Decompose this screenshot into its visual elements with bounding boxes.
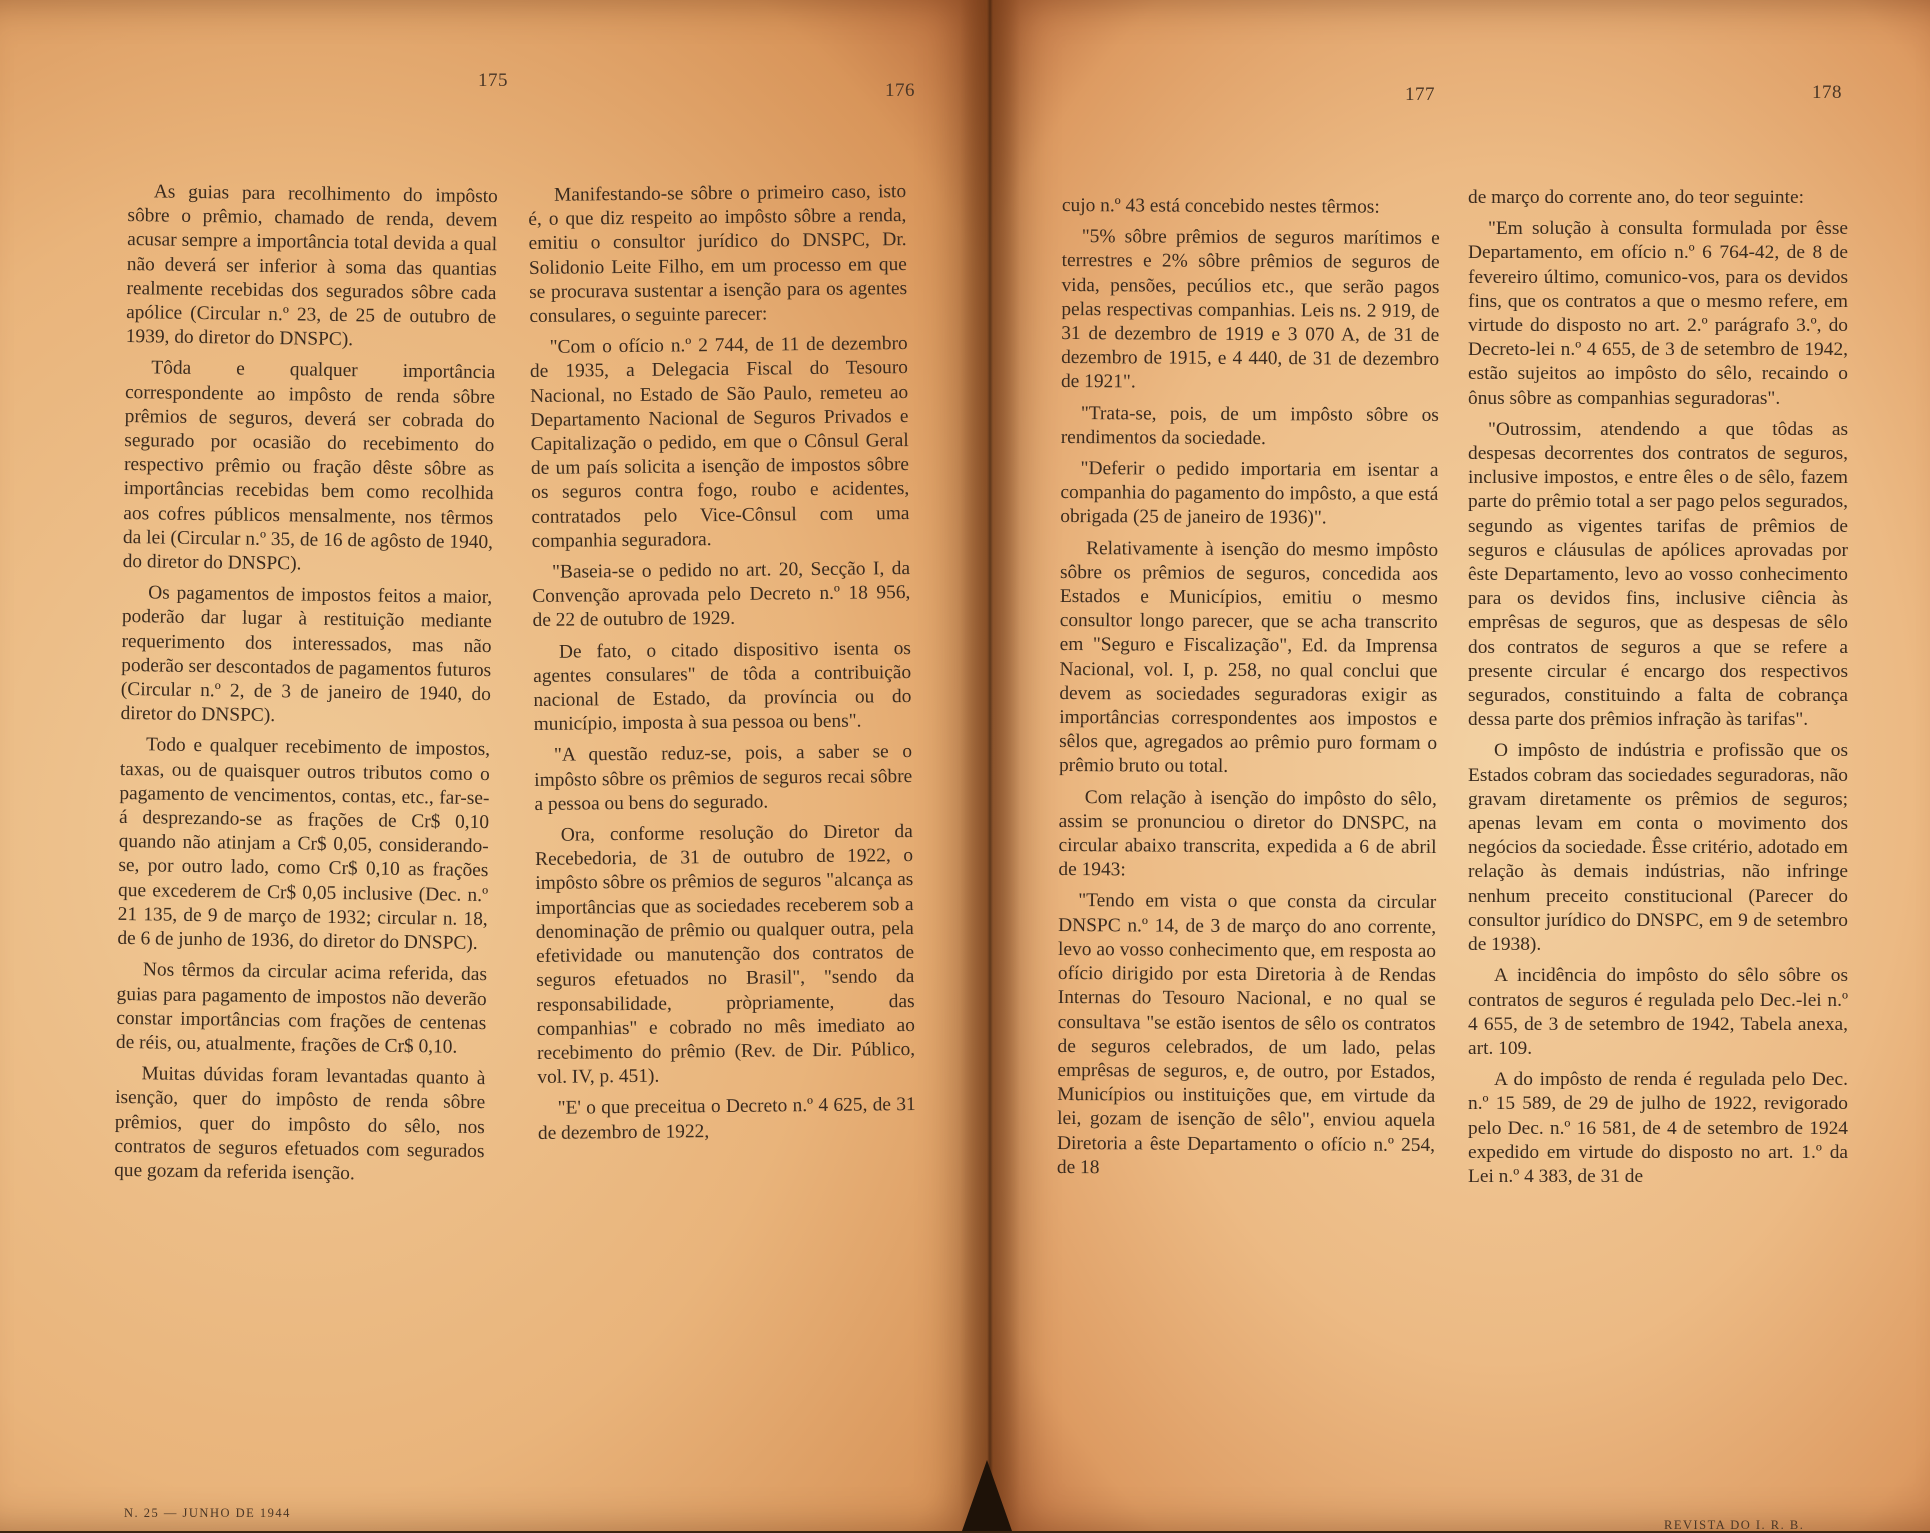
paragraph: O impôsto de indústria e profissão que os Estados cobram das sociedades seguradoras, não gravam diretamente os prêmios de seguros; apenas levam em conta o movimento dos negócios da sociedade. Êsse critério, adotado em relação às demais indústrias, não infringe nenhum preceito constitucional (Parecer do consultor jurídico do DNSPC, em 9 de setembro de 1938).	[1468, 740, 1848, 956]
page-number-176: 176	[885, 80, 915, 101]
paragraph: de março do corrente ano, do teor seguinte:	[1468, 187, 1804, 208]
paragraph: "Com o ofício n.º 2 744, de 11 de dezembro de 1935, a Delegacia Fiscal do Tesouro Nacional, no Estado de São Paulo, remeteu ao Departamento Nacional de Seguros Privados e Capitalização o pedido, em que o Cônsul Geral de um país solicita a isenção de impostos sôbre os seguros contra fogo, roubo e acidentes, contratados pelo Vice-Cônsul com uma companhia seguradora.	[529, 333, 910, 552]
page-number-177: 177	[1405, 84, 1435, 105]
paragraph: Os pagamentos de impostos feitos a maior, poderão dar lugar à restituição mediante requerimento dos interessados, mas não poderão ser descontados de pagamentos futuros (Circular n.º 2, de 3 de janeiro de 1940, do diretor do DNSPC).	[120, 582, 493, 727]
paragraph: A incidência do impôsto do sêlo sôbre os contratos de seguros é regulada pelo Dec.-lei n.º 4 655, de 3 de setembro de 1942, Tabela anexa, art. 109.	[1468, 965, 1848, 1059]
paragraph: Tôda e qualquer importância correspondente ao impôsto de renda sôbre prêmios de seguros, deverá ser cobrada do segurado por ocasião do recebimento do respectivo prêmio ou fração dêste sôbre as importâncias recebidas bem como recolhida aos cofres públicos mensalmente, nos têrmos da lei (Circular n.º 35, de 16 de agôsto de 1940, do diretor do DNSPC).	[122, 357, 496, 575]
paragraph: "E' o que preceitua o Decreto n.º 4 625, de 31 de dezembro de 1922,	[537, 1094, 916, 1144]
paragraph: Nos têrmos da circular acima referida, das guias para pagamento de impostos não deverão constar importâncias com frações de centenas de réis, ou, atualmente, frações de Cr$ 0,10.	[115, 959, 488, 1058]
text-column-176	[528, 180, 916, 1153]
paragraph: "Baseia-se o pedido no art. 20, Secção I, da Convenção aprovada pelo Decreto n.º 18 956, de 22 de outubro de 1929.	[532, 558, 911, 632]
paragraph: "Deferir o pedido importaria em isentar a companhia do pagamento do impôsto, a que está obrigada (25 de janeiro de 1936)".	[1060, 458, 1439, 529]
paragraph: "Em solução à consulta formulada por êsse Departamento, em ofício n.º 6 764-42, de 8 de fevereiro último, comunico-vos, para os devidos fins, que os contratos a que o mesmo refere, em virtude do disposto no art. 2.º parágrafo 3.º, do Decreto-lei n.º 4 655, de 3 de setembro de 1942, estão sujeitos ao impôsto do sêlo, recaindo o ônus sôbre as companhias seguradoras".	[1468, 218, 1848, 409]
paragraph: Ora, conforme resolução do Diretor da Recebedoria, de 31 de outubro de 1922, o impôsto sôbre os prêmios de seguros "alcança as importâncias que as sociedades receberem sob a denominação de prêmio ou qualquer outra, pela efetividade ou manutenção dos contratos de seguros efetuados no Brasil", "sendo da responsabilidade, pròpriamente, das companhias" e cobrado no mês imediato ao recebimento do prêmio (Rev. de Dir. Público, vol. IV, p. 451).	[534, 821, 916, 1089]
paragraph: As guias para recolhimento do impôsto sôbre o prêmio, chamado de renda, devem acusar sempre a importância total devida a qual não deverá ser inferior à soma das quantias realmente recebidas dos segurados sôbre cada apólice (Circular n.º 23, de 25 de outubro de 1939, do diretor do DNSPC).	[125, 181, 498, 351]
footer-journal: REVISTA DO I. R. B.	[1664, 1518, 1805, 1532]
paragraph: cujo n.º 43 está concebido nestes têrmos:	[1061, 194, 1380, 218]
paragraph: Com relação à isenção do impôsto do sêlo, assim se pronunciou o diretor do DNSPC, na circular abaixo transcrita, expedida a 6 de abril de 1943:	[1058, 786, 1437, 881]
book-gutter	[960, 0, 1020, 1531]
footer-issue: N. 25 — JUNHO DE 1944	[124, 1506, 291, 1520]
page-number-178: 178	[1812, 82, 1842, 103]
paragraph: Muitas dúvidas foram levantadas quanto à isenção, quer do impôsto de renda sôbre prêmios, quer do impôsto do sêlo, nos contratos de seguros efetuados com segurados que gozam da referida isenção.	[114, 1063, 486, 1185]
paragraph: "Trata-se, pois, de um impôsto sôbre os rendimentos da sociedade.	[1060, 402, 1439, 449]
paragraph: A do impôsto de renda é regulada pelo Dec. n.º 15 589, de 29 de julho de 1922, revigorado pelo Dec. n.º 16 581, de 4 de setembro de 1924 expedido em virtude do disposto no art. 1.º da Lei n.º 4 383, de 31 de	[1468, 1069, 1848, 1187]
text-column-177	[1057, 194, 1440, 1189]
paragraph: "5% sôbre prêmios de seguros marítimos e terrestres e 2% sôbre prêmios de seguros de vida, pensões, pecúlios etc., que serão pagos pelas respectivas companhias. Leis ns. 2 919, de 31 de dezembro de 1919 e 3 070 A, de 31 de dezembro de 1915, e 4 440, de 31 de dezembro de 1921".	[1060, 226, 1440, 393]
paragraph: "A questão reduz-se, pois, a saber se o impôsto sôbre os prêmios de seguros recai sôbre a pessoa ou bens do segurado.	[534, 741, 913, 815]
paragraph: "Tendo em vista o que consta da circular DNSPC n.º 14, de 3 de março do ano corrente, levo ao vosso conhecimento que, em resposta ao ofício dirigido por esta Diretoria à de Rendas Internas do Tesouro Nacional, e no qual se consultava "se estão isentos de sêlo os contratos de seguros celebrados, de um lado, pelas emprêsas de seguros, e, de outro, por Estados, Municípios ou instituições que, em virtude da lei, gozam de isenção de sêlo", enviou aquela Diretoria a êste Departamento o ofício n.º 254, de 18	[1056, 890, 1437, 1178]
text-column-175	[114, 180, 498, 1195]
paragraph: Manifestando-se sôbre o primeiro caso, isto é, o que diz respeito ao impôsto sôbre a renda, emitiu o consultor jurídico do DNSPC, Dr. Solidonio Leite Filho, em um processo em que se procurava sustentar a isenção para os agentes consulares, o seguinte parecer:	[528, 181, 908, 328]
paragraph: De fato, o citado dispositivo isenta os agentes consulares" de tôda a contribuição nacional de Estado, da província ou do município, imposta à sua pessoa ou bens".	[533, 637, 912, 736]
paragraph: Todo e qualquer recebimento de impostos, taxas, ou de quaisquer outros tributos como o pagamento de vencimentos, contas, etc., far-se-á desprezando-se as frações de Cr$ 0,10 quando não atinjam a Cr$ 0,05, considerando-se, por outro lado, como Cr$ 0,10 as frações que excederem de Cr$ 0,05 inclusive (Dec. n.º 21 135, de 9 de março de 1932; circular n. 18, de 6 de junho de 1936, do diretor do DNSPC).	[117, 734, 491, 955]
paragraph: Relativamente à isenção do mesmo impôsto sôbre os prêmios de seguros, concedida aos Estados e Municípios, emitiu o mesmo consultor longo parecer, que se acha transcrito em "Seguro e Fiscalização", Ed. da Imprensa Nacional, vol. I, p. 258, no qual conclui que devem as sociedades seguradoras exigir as importâncias correspondentes aos impostos e sêlos que, agregados ao prêmio puro formam o prêmio bruto ou total.	[1058, 537, 1439, 778]
text-column-178	[1468, 186, 1848, 1196]
paragraph: "Outrossim, atendendo a que tôdas as despesas decorrentes dos contratos de seguros, inclusive impostos, e entre êles o de sêlo, fazem parte do prêmio total a ser pago pelos segurados, segundo as vigentes tarifas de prêmios de seguros e cláusulas de apólices aprovadas por êste Departamento, levo ao vosso conhecimento para os devidos fins, inclusive ciência às emprêsas de seguros, que as despesas de sêlo dos contratos de seguros a que se refere a presente circular é encargo dos respectivos segurados, constituindo a falta de cobrança dessa parte dos prêmios infração às tarifas".	[1468, 418, 1848, 731]
page-number-175: 175	[478, 70, 508, 91]
